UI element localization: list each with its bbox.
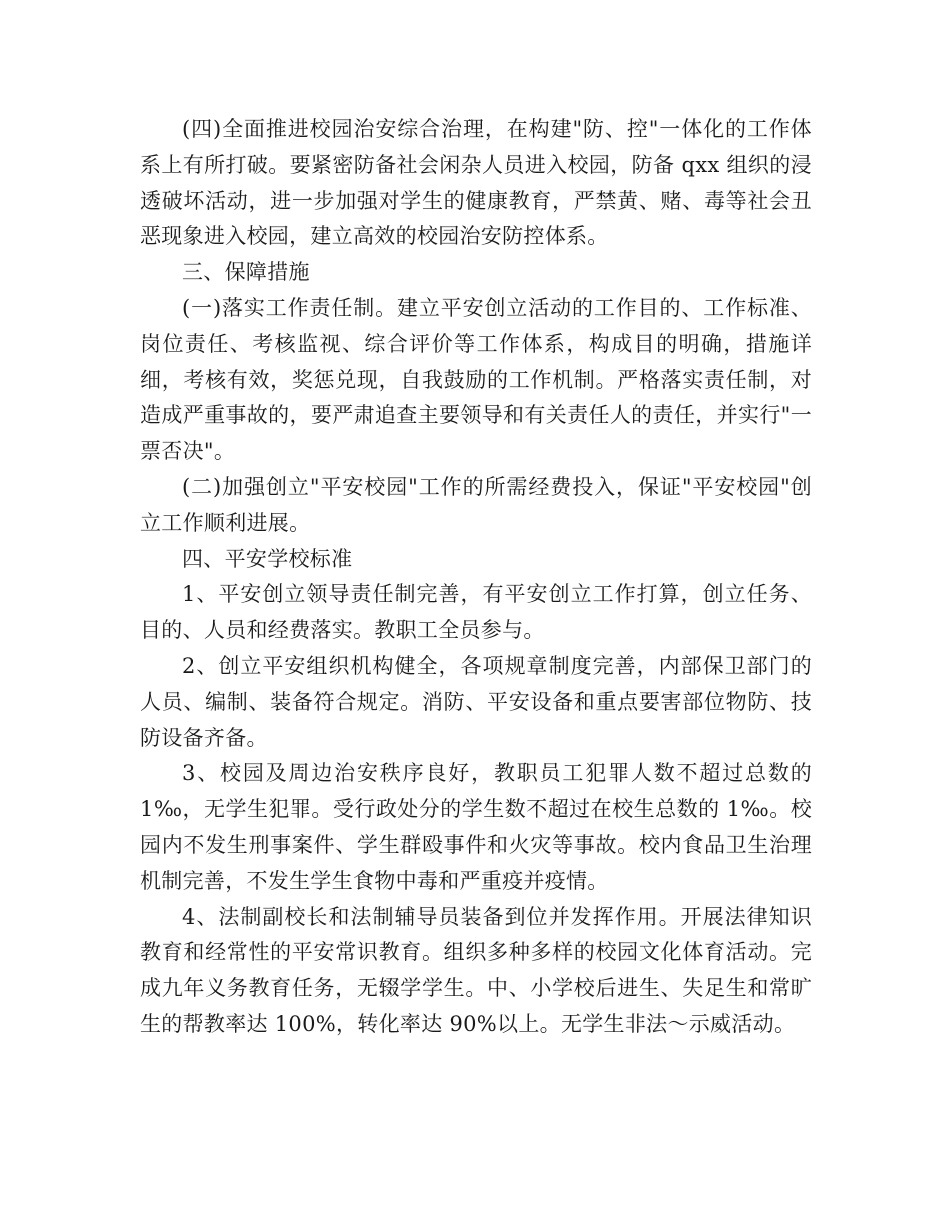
- paragraph-responsibility-system: (一)落实工作责任制。建立平安创立活动的工作目的、工作标准、岗位责任、考核监视、综合评价等工作体系，构成目的明确，措施详细，考核有效，奖惩兑现，自我鼓励的工作机制。严格落实责任制，对造成严重事故的，要严肃追查主要领导和有关责任人的责任，并实行"一票否决"。: [140, 295, 812, 464]
- section-heading-safeguards: 三、保障措施: [182, 260, 310, 285]
- paragraph-standard-4: 4、法制副校长和法制辅导员装备到位并发挥作用。开展法律知识教育和经常性的平安常识教育。组织多种多样的校园文化体育活动。完成九年义务教育任务，无辍学学生。中、小学校后进生、失足生和常旷生的帮教率达 100%，转化率达 90%以上。无学生非法～示威活动。: [140, 904, 812, 1036]
- paragraph-standard-1: 1、平安创立领导责任制完善，有平安创立工作打算，创立任务、目的、人员和经费落实。教职工全员参与。: [140, 582, 812, 643]
- paragraph-campus-security: (四)全面推进校园治安综合治理，在构建"防、控"一体化的工作体系上有所打破。要紧密防备社会闲杂人员进入校园，防备 qxx 组织的浸透破坏活动，进一步加强对学生的健康教育，严禁黄、赌、毒等社会丑恶现象进入校园，建立高效的校园治安防控体系。: [140, 117, 812, 249]
- paragraph-standard-2: 2、创立平安组织机构健全，各项规章制度完善，内部保卫部门的人员、编制、装备符合规定。消防、平安设备和重点要害部位物防、技防设备齐备。: [140, 653, 812, 750]
- paragraph-standard-3: 3、校园及周边治安秩序良好，教职员工犯罪人数不超过总数的1‰，无学生犯罪。受行政处分的学生数不超过在校生总数的 1‰。校园内不发生刑事案件、学生群殴事件和火灾等事故。校内食品卫生治理机制完善，不发生学生食物中毒和严重疫并疫情。: [140, 761, 812, 893]
- paragraph-funding: (二)加强创立"平安校园"工作的所需经费投入，保证"平安校园"创立工作顺利进展。: [140, 474, 812, 535]
- document-page: [140, 112, 812, 1043]
- section-heading-standards: 四、平安学校标准: [182, 546, 353, 571]
